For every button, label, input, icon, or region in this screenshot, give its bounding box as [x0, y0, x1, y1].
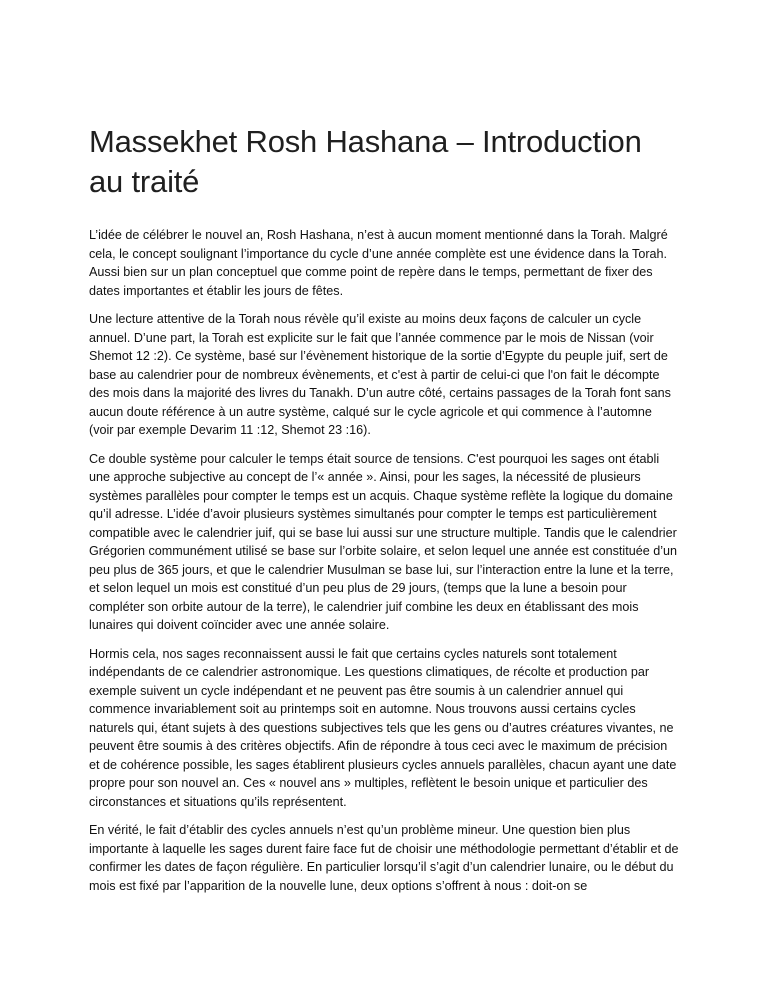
- paragraph-4: Hormis cela, nos sages reconnaissent aussi le fait que certains cycles naturels sont totalement indépendants de ce calendrier astronomique. Les questions climatiques, de récolte et production par exemple suivent un cycle indépendant et ne peuvent pas être soumis à un calendrier annuel qui commence invariablement soit au printemps soit en automne. Nous trouvons aussi certains cycles naturels qui, étant sujets à des questions subjectives tels que les gens ou d’autres créatures vivantes, ne peuvent être soumis à des critères objectifs. Afin de répondre à tous ceci avec le maximum de précision et de cohérence possible, les sages établirent plusieurs cycles annuels parallèles, chacun ayant une date propre pour son nouvel an. Ces « nouvel ans » multiples, reflètent le besoin unique et particulier des circonstances et situations qu’ils représentent.: [89, 646, 677, 809]
- document-page: [89, 122, 679, 905]
- paragraph-1: L’idée de célébrer le nouvel an, Rosh Hashana, n’est à aucun moment mentionné dans la Torah. Malgré cela, le concept soulignant l’importance du cycle d’une année complète est une évidence dans la Torah. Aussi bien sur un plan conceptuel que comme point de repère dans le temps, permettant de fixer des dates importantes et établir les jours de fêtes.: [89, 228, 668, 298]
- paragraph-3: Ce double système pour calculer le temps était source de tensions. C'est pourquoi les sages ont établi une approche subjective au concept de l’« année ». Ainsi, pour les sages, la nécessité de plusieurs systèmes parallèles pour compter le temps est un acquis. Chaque système reflète la logique du domaine qu’il adresse. L’idée d’avoir plusieurs systèmes simultanés pour compter le temps est particulièrement compatible avec le calendrier juif, qui se base lui aussi sur une structure multiple. Tandis que le calendrier Grégorien communément utilisé se base sur l’orbite solaire, et selon lequel une année est constituée d’un peu plus de 365 jours, et que le calendrier Musulman se base lui, sur l’interaction entre la lune et la terre, et selon lequel un mois est constitué d’un peu plus de 29 jours, (temps que la lune a besoin pour compléter son orbite autour de la terre), le calendrier juif combine les deux en établissant des mois lunaires qui doivent coïncider avec une année solaire.: [89, 451, 678, 632]
- paragraph-2: Une lecture attentive de la Torah nous révèle qu’il existe au moins deux façons de calculer un cycle annuel. D’une part, la Torah est explicite sur le fait que l’année commence par le mois de Nissan (voir Shemot 12 :2). Ce système, basé sur l’évènement historique de la sortie d’Egypte du peuple juif, sert de base au calendrier pour de nombreux évènements, et c'est à partir de celui-ci que l'on fait le décompte des mois dans la majorité des livres du Tanakh. D’un autre côté, certains passages de la Torah font sans aucun doute référence à un autre système, calqué sur le cycle agricole et qui commence à l’automne (voir par exemple Devarim 11 :12, Shemot 23 :16).: [89, 312, 671, 437]
- document-title: Massekhet Rosh Hashana – Introduction au traité: [89, 124, 642, 199]
- paragraph-5: En vérité, le fait d’établir des cycles annuels n’est qu’un problème mineur. Une question bien plus importante à laquelle les sages durent faire face fut de choisir une méthodologie permettant d’établir et de confirmer les dates de façon régulière. En particulier lorsqu’il s’agit d’un calendrier lunaire, ou le début du mois est fixé par l’apparition de la nouvelle lune, deux options s’offrent à nous : doit-on se: [89, 823, 679, 893]
